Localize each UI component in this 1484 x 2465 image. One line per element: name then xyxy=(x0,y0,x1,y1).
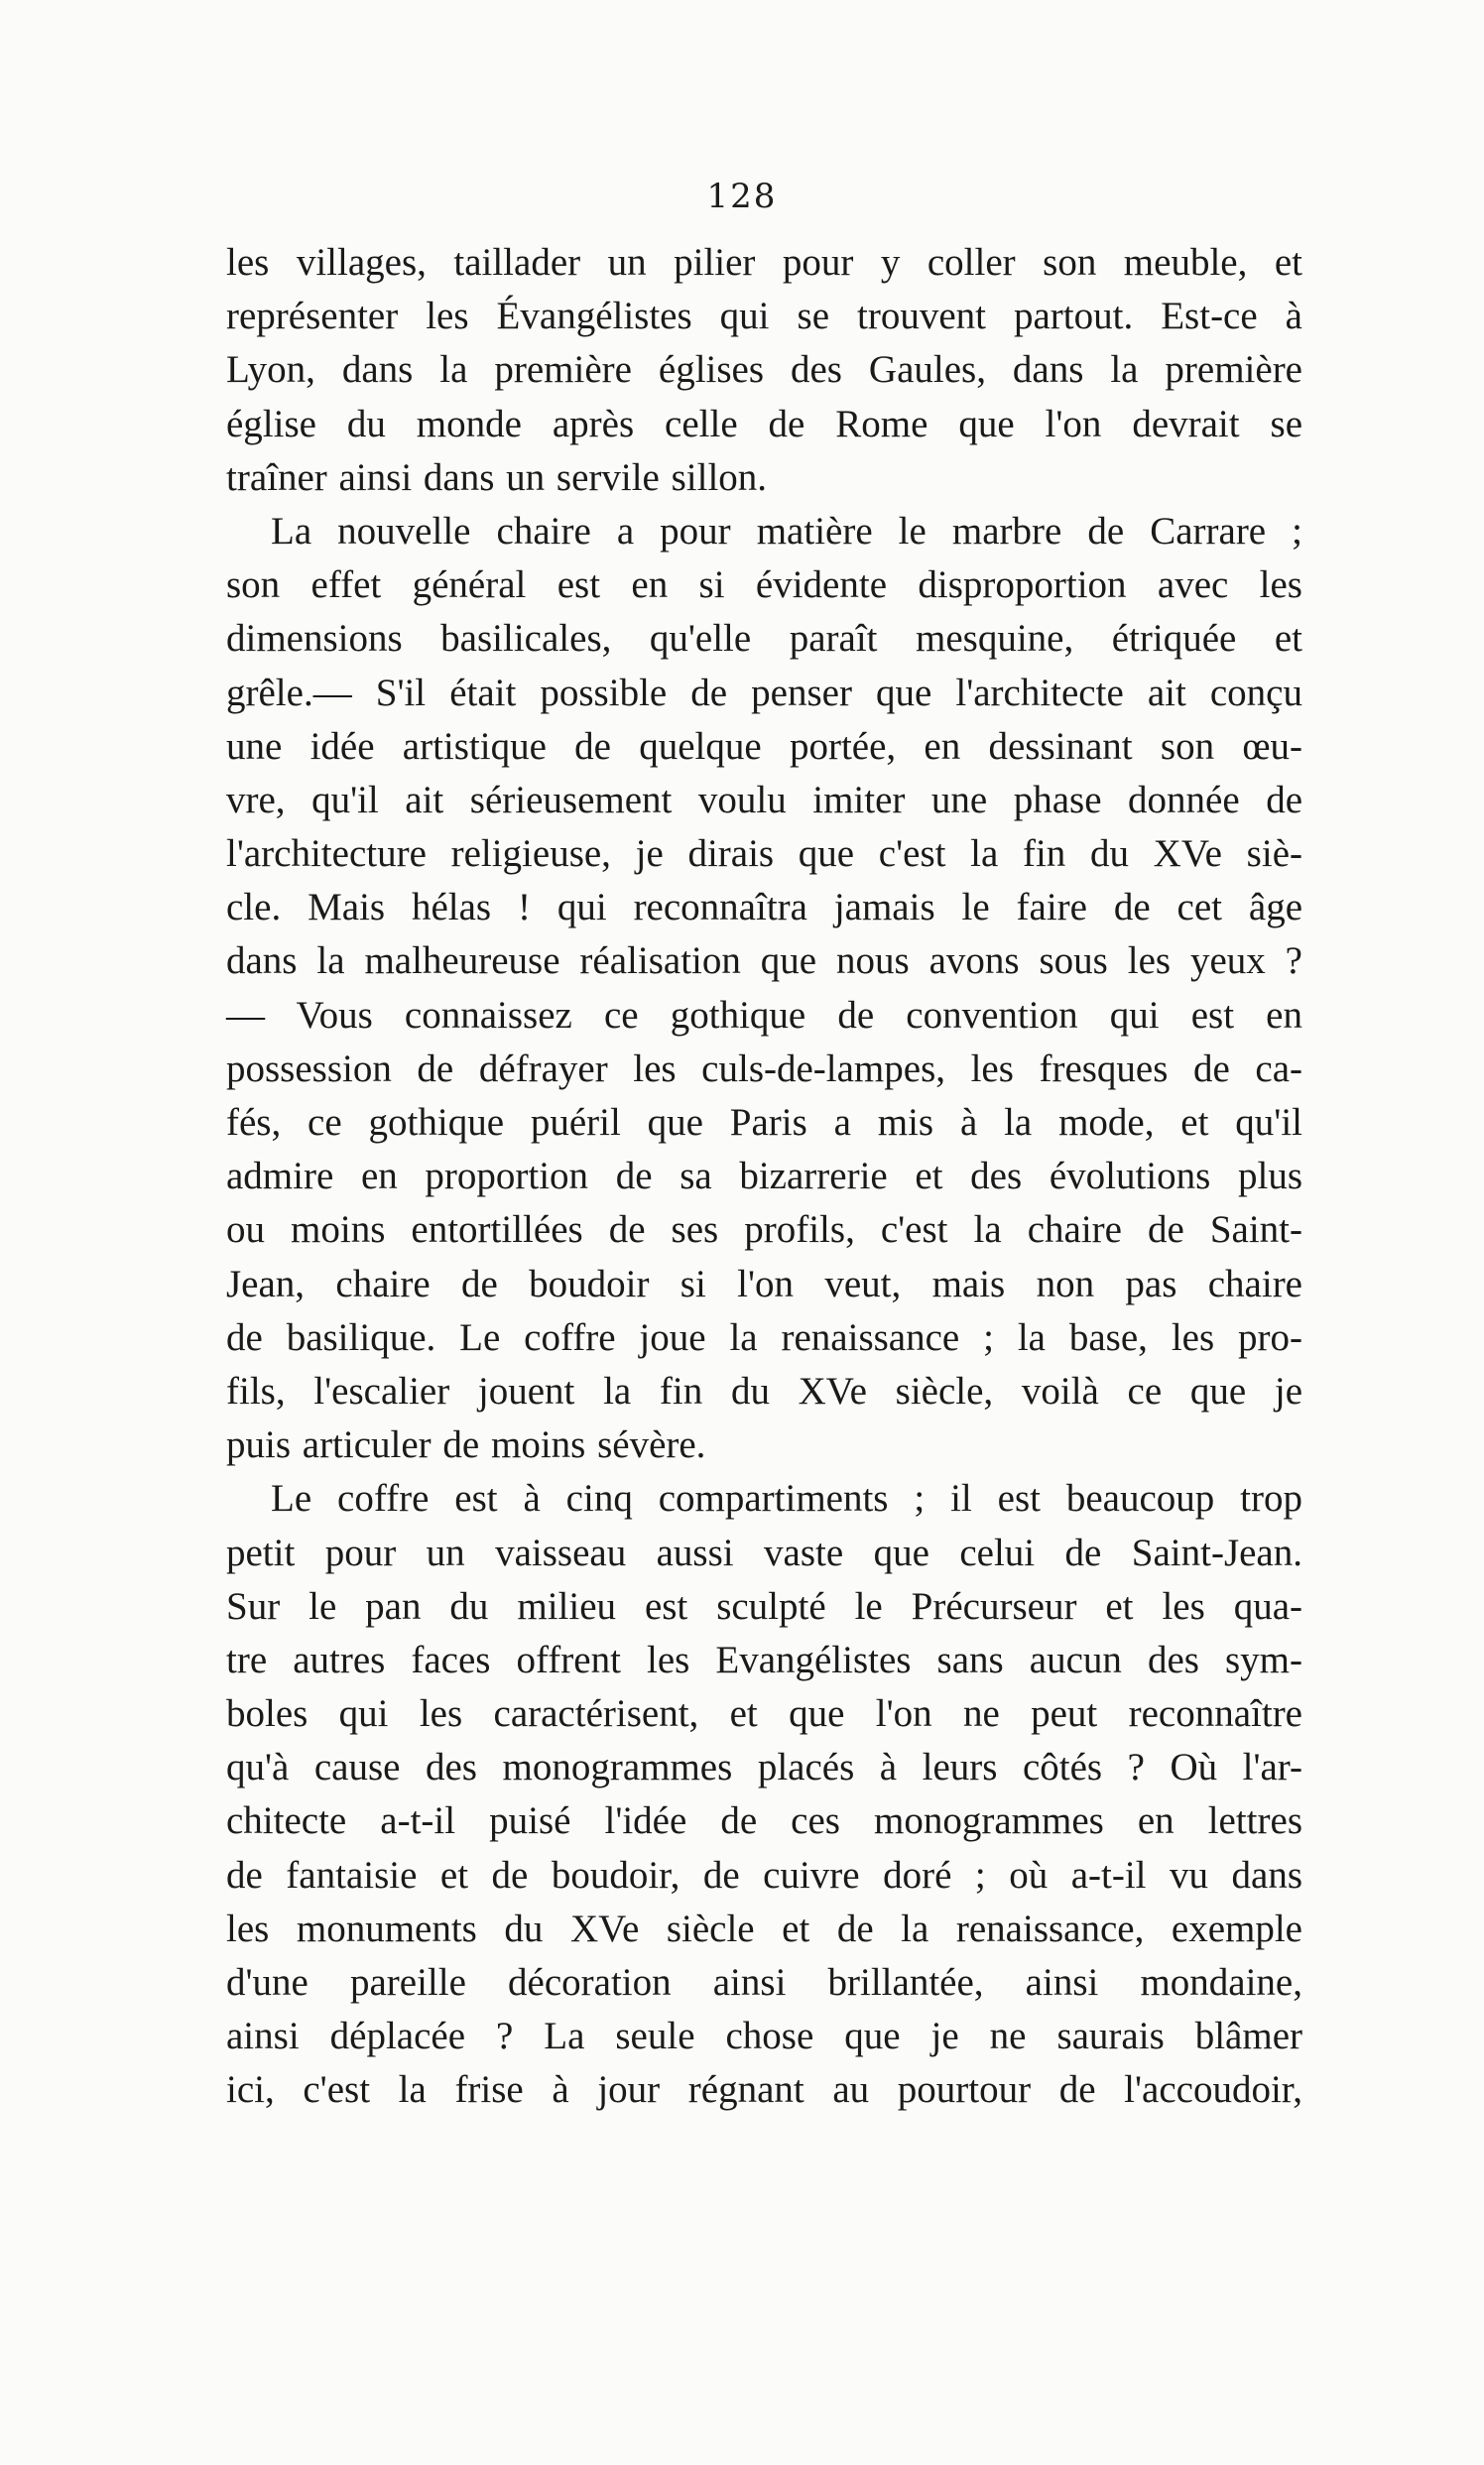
text-line: Le coffre est à cinq compartiments ; il est beaucoup trop xyxy=(271,1477,1302,1521)
text-line: fés, ce gothique puéril que Paris a mis à la mode, et qu'il xyxy=(226,1101,1302,1144)
text-line: dimensions basilicales, qu'elle paraît mesquine, étriquée et xyxy=(226,617,1302,661)
text-line: représenter les Évangélistes qui se trouvent partout. Est-ce à xyxy=(226,295,1302,338)
text-line: église du monde après celle de Rome que l'on devrait se xyxy=(226,402,1302,445)
text-line: Sur le pan du milieu est sculpté le Précurseur et les qua- xyxy=(226,1584,1302,1628)
text-line: traîner ainsi dans un servile sillon. xyxy=(226,455,768,499)
text-line: ici, c'est la frise à jour régnant au pourtour de l'accoudoir, xyxy=(226,2068,1302,2112)
paragraph-1 xyxy=(226,236,1302,505)
text-line: les villages, taillader un pilier pour y coller son meuble, et xyxy=(226,241,1302,284)
paragraph-3 xyxy=(226,1472,1302,2117)
text-line: dans la malheureuse réalisation que nous avons sous les yeux ? xyxy=(226,939,1302,983)
text-line: puis articuler de moins sévère. xyxy=(226,1423,706,1467)
text-line: Lyon, dans la première églises des Gaules, dans la première xyxy=(226,348,1302,392)
text-line: une idée artistique de quelque portée, en dessinant son œu- xyxy=(226,724,1302,768)
text-line: tre autres faces offrent les Evangélistes sans aucun des sym- xyxy=(226,1638,1302,1681)
text-line: de fantaisie et de boudoir, de cuivre doré ; où a-t-il vu dans xyxy=(226,1853,1302,1897)
page-number: 128 xyxy=(706,177,778,216)
text-line: vre, qu'il ait sérieusement voulu imiter une phase donnée de xyxy=(226,778,1302,821)
text-line: possession de défrayer les culs-de-lampes, les fresques de ca- xyxy=(226,1047,1302,1090)
text-line: petit pour un vaisseau aussi vaste que celui de Saint-Jean. xyxy=(226,1531,1302,1574)
text-line: chitecte a-t-il puisé l'idée de ces monogrammes en lettres xyxy=(226,1799,1302,1843)
text-line: admire en proportion de sa bizarrerie et des évolutions plus xyxy=(226,1155,1302,1198)
text-line: Jean, chaire de boudoir si l'on veut, mais non pas chaire xyxy=(226,1262,1302,1305)
text-line: ainsi déplacée ? La seule chose que je ne saurais blâmer xyxy=(226,2015,1302,2058)
text-line: l'architecture religieuse, je dirais que c'est la fin du XVe siè- xyxy=(226,832,1302,876)
text-line: cle. Mais hélas ! qui reconnaîtra jamais le faire de cet âge xyxy=(226,886,1302,929)
text-line: boles qui les caractérisent, et que l'on ne peut reconnaître xyxy=(226,1692,1302,1736)
text-line: La nouvelle chaire a pour matière le marbre de Carrare ; xyxy=(271,509,1302,553)
paragraph-2 xyxy=(226,505,1302,1472)
text-line: de basilique. Le coffre joue la renaissance ; la base, les pro- xyxy=(226,1315,1302,1359)
text-line: qu'à cause des monogrammes placés à leurs côtés ? Où l'ar- xyxy=(226,1746,1302,1789)
text-line: grêle.— S'il était possible de penser que l'architecte ait conçu xyxy=(226,671,1302,714)
text-line: d'une pareille décoration ainsi brillantée, ainsi mondaine, xyxy=(226,1961,1302,2004)
text-line: son effet général est en si évidente disproportion avec les xyxy=(226,563,1302,607)
body-text xyxy=(226,236,1302,2118)
text-line: — Vous connaissez ce gothique de convention qui est en xyxy=(226,993,1302,1037)
text-line: les monuments du XVe siècle et de la renaissance, exemple xyxy=(226,1907,1302,1950)
text-line: ou moins entortillées de ses profils, c'est la chaire de Saint- xyxy=(226,1208,1302,1252)
text-line: fils, l'escalier jouent la fin du XVe siècle, voilà ce que je xyxy=(226,1369,1302,1413)
